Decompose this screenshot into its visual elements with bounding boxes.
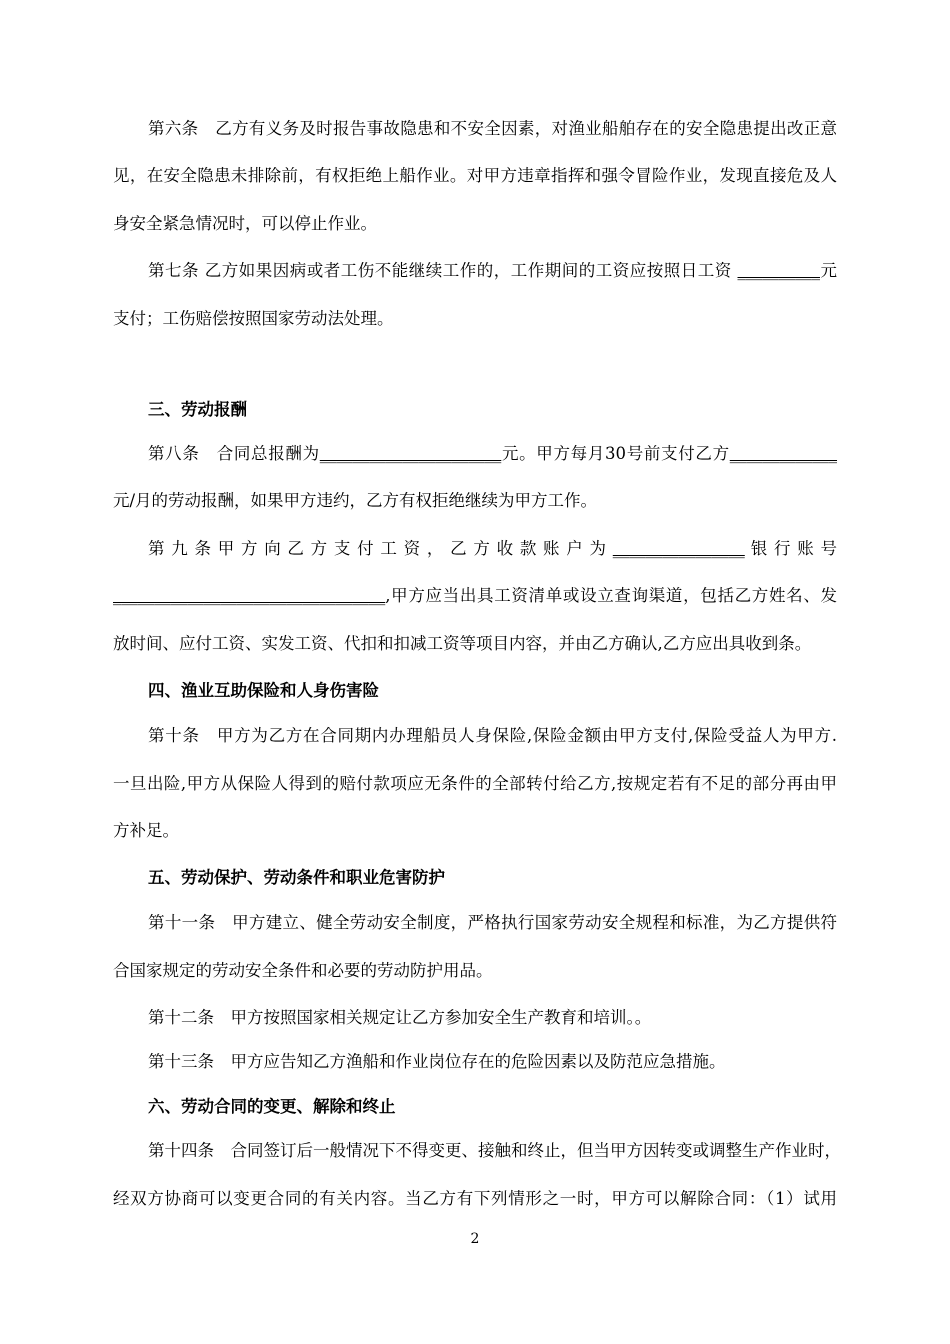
article-9-line-2	[113, 584, 837, 608]
article-9-text-b: 银 行 账 号	[744, 539, 837, 558]
article-6-line-1: 第六条 乙方有义务及时报告事故隐患和不安全因素，对渔业船舶存在的安全隐患提出改正意	[148, 119, 837, 138]
article-9-text-a: 第 九 条 甲 方 向 乙 方 支 付 工 资 ， 乙 方 收 款 账 户 为	[148, 539, 613, 558]
article-14-line-2: 经双方协商可以变更合同的有关内容。当乙方有下列情形之一时，甲方可以解除合同：（1）试用	[113, 1189, 837, 1208]
page-number: 2	[470, 1231, 480, 1247]
article-8-line-1	[148, 442, 837, 466]
article-14-line-1: 第十四条 合同签订后一般情况下不得变更、接触和终止，但当甲方因转变或调整生产作业时，	[148, 1141, 841, 1160]
article-9-line-3: 放时间、应付工资、实发工资、代扣和扣减工资等项目内容，并由乙方确认,乙方应出具收到条。	[113, 634, 812, 653]
article-8-text-b: 元。甲方每月30号前支付乙方	[501, 444, 730, 463]
article-11-line-2: 合国家规定的劳动安全条件和必要的劳动防护用品。	[113, 961, 493, 980]
article-9-text-c: ,甲方应当出具工资清单或设立查询渠道，包括乙方姓名、发	[385, 586, 837, 605]
article-10-line-2: 一旦出险,甲方从保险人得到的赔付款项应无条件的全部转付给乙方,按规定若有不足的部分再由甲	[113, 774, 837, 793]
article-7-text-b: 元	[820, 261, 837, 280]
article-7-text-a: 第七条 乙方如果因病或者工伤不能继续工作的，工作期间的工资应按照日工资	[148, 261, 738, 280]
section-3-heading: 三、劳动报酬	[148, 400, 247, 419]
article-13: 第十三条 甲方应告知乙方渔船和作业岗位存在的危险因素以及防范应急措施。	[148, 1052, 726, 1071]
article-12: 第十二条 甲方按照国家相关规定让乙方参加安全生产教育和培训。。	[148, 1008, 652, 1027]
section-6-heading: 六、劳动合同的变更、解除和终止	[148, 1097, 396, 1116]
section-4-heading: 四、渔业互助保险和人身伤害险	[148, 681, 379, 700]
article-8-line-2: 元/月的劳动报酬，如果甲方违约，乙方有权拒绝继续为甲方工作。	[113, 491, 598, 510]
article-10-line-1: 第十条 甲方为乙方在合同期内办理船员人身保险,保险金额由甲方支付,保险受益人为甲方.	[148, 726, 837, 745]
article-10-line-3: 方补足。	[113, 821, 179, 840]
article-7-line-2: 支付；工伤赔偿按照国家劳动法处理。	[113, 309, 394, 328]
section-5-heading: 五、劳动保护、劳动条件和职业危害防护	[148, 868, 445, 887]
article-9-line-1	[148, 537, 837, 561]
article-8-text-a: 第八条 合同总报酬为	[148, 444, 320, 463]
bank-name-blank: ________________	[612, 539, 745, 558]
account-number-blank: _________________________________	[113, 586, 386, 605]
article-6-line-3: 身安全紧急情况时，可以停止作业。	[113, 214, 377, 233]
article-11-line-1: 第十一条 甲方建立、健全劳动安全制度，严格执行国家劳动安全规程和标准，为乙方提供符	[148, 913, 837, 932]
total-pay-blank: ______________________	[319, 444, 502, 463]
monthly-pay-blank: _____________	[729, 444, 838, 463]
article-6-line-2: 见，在安全隐患未排除前，有权拒绝上船作业。对甲方违章指挥和强令冒险作业，发现直接危及人	[113, 166, 837, 185]
daily-wage-blank: __________	[737, 261, 820, 280]
article-7-line-1	[148, 259, 837, 283]
